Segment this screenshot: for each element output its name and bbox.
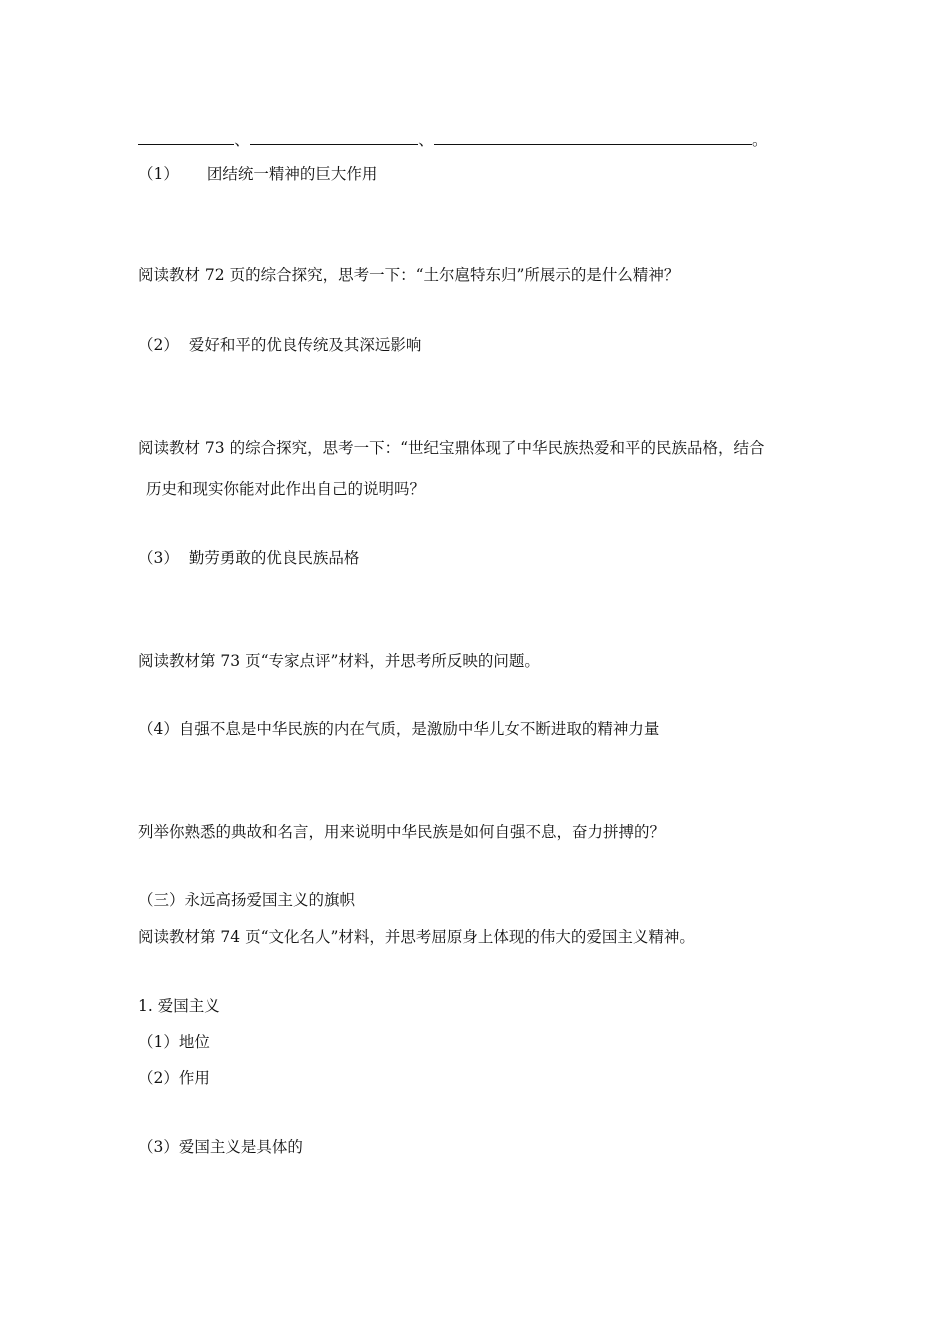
point-1-2: （2）作用 xyxy=(138,1069,210,1087)
subheading-3-number: （3） xyxy=(138,549,179,567)
question-4: 列举你熟悉的典故和名言，用来说明中华民族是如何自强不息，奋力拼搏的？ xyxy=(138,823,666,841)
point-1-heading: 1. 爱国主义 xyxy=(138,997,220,1015)
question-2-line-1: 阅读教材 73 的综合探究，思考一下：“世纪宝鼎体现了中华民族热爱和平的民族品格，结合 xyxy=(138,439,765,457)
fill-in-blank-row xyxy=(138,130,768,150)
subheading-1 xyxy=(138,164,377,184)
answer-blank-1[interactable] xyxy=(138,130,234,145)
question-3: 阅读教材第 73 页“专家点评”材料，并思考所反映的问题。 xyxy=(138,652,540,670)
answer-blank-2[interactable] xyxy=(250,130,418,145)
subheading-2-text: 爱好和平的优良传统及其深远影响 xyxy=(188,336,422,354)
point-1-3: （3）爱国主义是具体的 xyxy=(138,1138,303,1156)
subheading-2-number: （2） xyxy=(138,336,179,354)
subheading-2 xyxy=(138,335,421,355)
subheading-1-text: 团结统一精神的巨大作用 xyxy=(206,165,378,183)
end-mark: 。 xyxy=(752,131,768,149)
question-5: 阅读教材第 74 页“文化名人”材料，并思考屈原身上体现的伟大的爱国主义精神。 xyxy=(138,928,695,946)
question-2-line-2: 历史和现实你能对此作出自己的说明吗？ xyxy=(146,480,426,498)
answer-blank-3[interactable] xyxy=(434,130,752,145)
subheading-3-text: 勤劳勇敢的优良民族品格 xyxy=(188,549,360,567)
separator-2: 、 xyxy=(418,131,434,149)
subheading-4: （4）自强不息是中华民族的内在气质，是激励中华儿女不断进取的精神力量 xyxy=(138,720,660,738)
separator-1: 、 xyxy=(234,131,250,149)
question-1: 阅读教材 72 页的综合探究，思考一下：“土尔扈特东归”所展示的是什么精神？ xyxy=(138,266,680,284)
section-heading-3: （三）永远高扬爱国主义的旗帜 xyxy=(138,891,356,909)
subheading-1-number: （1） xyxy=(138,165,179,183)
subheading-3 xyxy=(138,548,359,568)
point-1-1: （1）地位 xyxy=(138,1033,210,1051)
